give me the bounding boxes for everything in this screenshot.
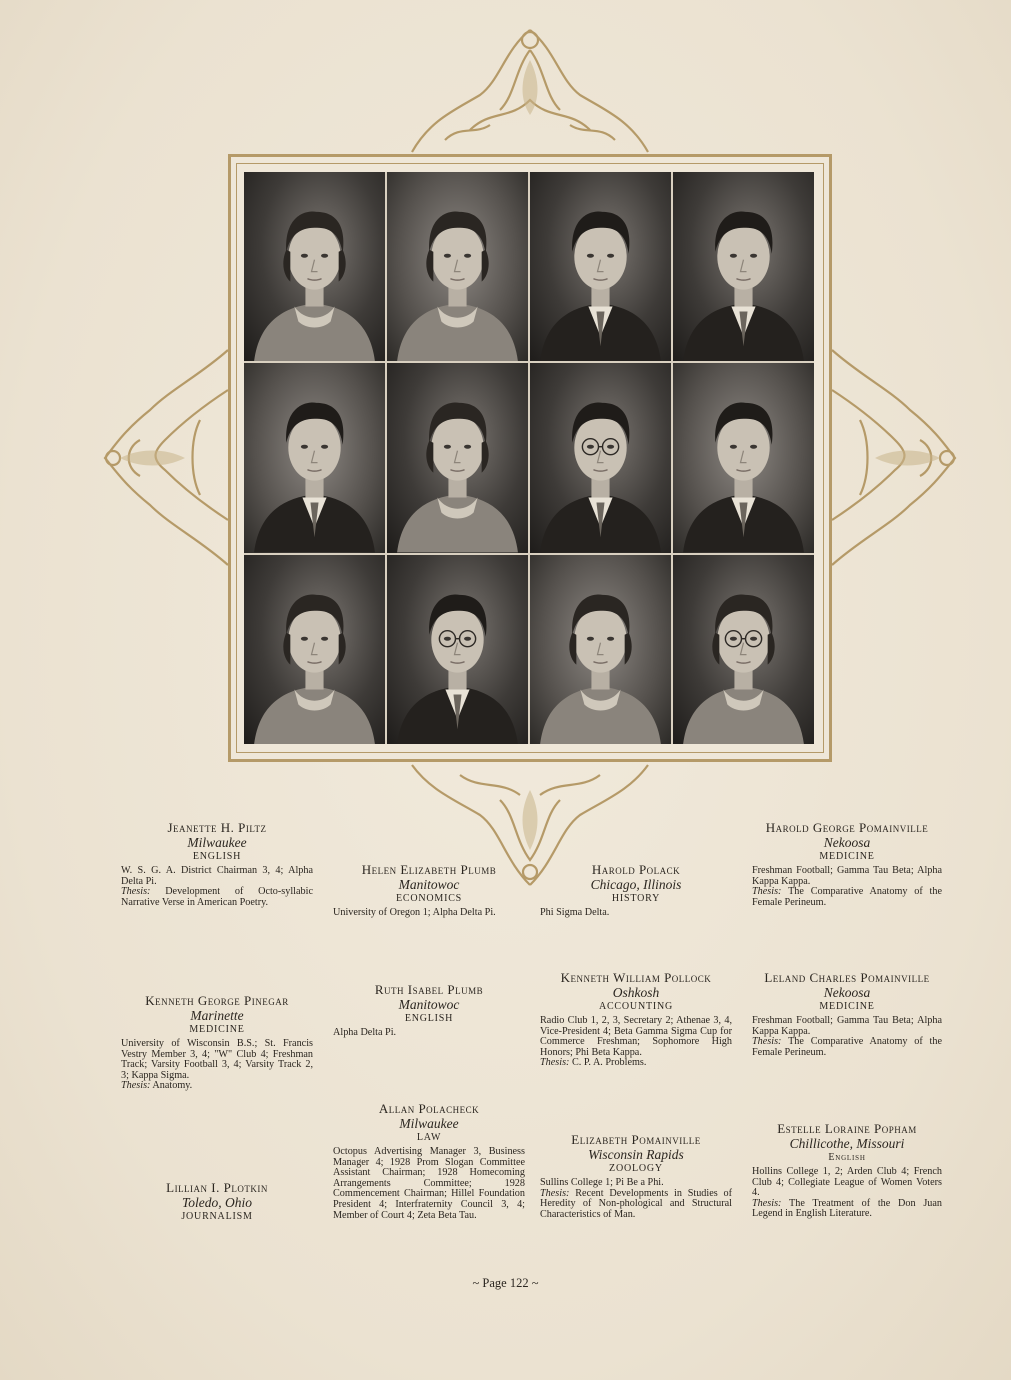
portrait-photo <box>530 555 671 744</box>
student-name: Kenneth William Pollock <box>560 970 712 985</box>
portrait-grid <box>244 172 814 744</box>
student-activities <box>752 1016 942 1058</box>
thesis-label: Thesis: <box>540 1187 570 1199</box>
activity-text: Freshman Football; Gamma Tau Beta; Alpha Kappa Kappa. <box>752 1015 942 1037</box>
portrait-photo <box>530 172 671 361</box>
student-department: MEDICINE <box>819 1001 875 1012</box>
thesis-title: Development of Octo-syllabic Narrative Verse in American Poetry. <box>121 886 313 908</box>
student-activities <box>752 1167 942 1220</box>
student-name: Elizabeth Pomainville <box>571 1132 701 1147</box>
student-department: LAW <box>416 1132 442 1143</box>
entry-harold-pomainville <box>752 820 942 908</box>
activity-text: Alpha Delta Pi. <box>333 1027 397 1038</box>
student-name: Jeanette H. Piltz <box>167 820 267 835</box>
student-name: Lillian I. Plotkin <box>166 1180 268 1195</box>
student-department: ACCOUNTING <box>598 1001 674 1012</box>
student-department: HISTORY <box>611 893 661 904</box>
thesis-label: Thesis: <box>540 1057 570 1069</box>
student-department: JOURNALISM <box>181 1211 253 1222</box>
student-name: Allan Polacheck <box>378 1101 480 1116</box>
student-department: English <box>828 1152 866 1163</box>
student-hometown: Oshkosh <box>612 985 660 1000</box>
entry-plotkin <box>121 1180 313 1224</box>
entry-pollock <box>540 970 732 1069</box>
activity-text: Hollins College 1, 2; Arden Club 4; French Club 4; Collegiate League of Women Voters 4. <box>752 1166 942 1199</box>
activity-text: Phi Sigma Delta. <box>540 907 610 918</box>
thesis-title: C. P. A. Problems. <box>571 1057 647 1069</box>
student-activities <box>540 1178 732 1220</box>
entry-polack <box>540 862 732 919</box>
student-hometown: Milwaukee <box>399 1116 459 1131</box>
thesis-label: Thesis: <box>752 1197 782 1209</box>
student-hometown: Chicago, Illinois <box>590 877 682 892</box>
student-hometown: Manitowoc <box>398 997 460 1012</box>
student-department: ZOOLOGY <box>609 1163 663 1174</box>
thesis-label: Thesis: <box>121 886 151 898</box>
student-name: Helen Elizabeth Plumb <box>361 862 497 877</box>
student-hometown: Marinette <box>190 1008 244 1023</box>
student-activities <box>333 1147 525 1221</box>
student-hometown: Wisconsin Rapids <box>588 1147 684 1162</box>
entry-helen-plumb <box>333 862 525 919</box>
entry-piltz <box>121 820 313 908</box>
entry-polacheck <box>333 1101 525 1221</box>
portrait-photo <box>530 363 671 552</box>
activity-text: Radio Club 1, 2, 3, Secretary 2; Athenae 3, 4, Vice-President 4; Beta Gamma Sigma Cup for Commerce Freshman; Sophomore High Honors; Phi Beta Kappa. <box>540 1015 732 1058</box>
student-activities <box>540 908 732 919</box>
student-hometown: Nekoosa <box>823 985 871 1000</box>
student-name: Harold Polack <box>591 862 681 877</box>
student-activities <box>752 866 942 908</box>
entry-leland-pomainville <box>752 970 942 1058</box>
entry-pinegar <box>121 993 313 1092</box>
entry-popham <box>752 1121 942 1220</box>
thesis-title: The Comparative Anatomy of the Female Perineum. <box>752 1036 942 1058</box>
student-name: Kenneth George Pinegar <box>145 993 289 1008</box>
thesis-title: The Treatment of the Don Juan Legend in English Literature. <box>752 1197 942 1220</box>
activity-text: W. S. G. A. District Chairman 3, 4; Alpha Delta Pi. <box>121 865 313 887</box>
page-number: ~ Page 122 ~ <box>472 1276 539 1290</box>
thesis-title: The Comparative Anatomy of the Female Perineum. <box>752 886 942 908</box>
student-hometown: Nekoosa <box>823 835 871 850</box>
student-activities <box>333 908 525 919</box>
student-hometown: Milwaukee <box>187 835 247 850</box>
activity-text: University of Wisconsin B.S.; St. Francis Vestry Member 3, 4; "W" Club 4; Freshman Track; Varsity Football 3, 4; Varsity Track 2, 3; Kappa Sigma. <box>121 1038 313 1081</box>
student-activities <box>540 1016 732 1069</box>
student-department: ENGLISH <box>404 1013 454 1024</box>
student-department: ENGLISH <box>192 851 242 862</box>
student-activities <box>333 1028 525 1039</box>
thesis-title: Recent Developments in Studies of Heredity of Non-phological and Structural Characteristics of Man. <box>540 1187 733 1220</box>
student-activities <box>121 866 313 908</box>
activity-text: Octopus Advertising Manager 3, Business Manager 4; 1928 Prom Slogan Committee Assistant Chairman; 1928 Homecoming Arrangements Committee; 1928 Commencement Chairman; Hillel Foundation President 4; Interfraternity Council 3, 4; Member of Court 4; Zeta Beta Tau. <box>333 1146 525 1221</box>
thesis-label: Thesis: <box>121 1080 151 1092</box>
student-name: Ruth Isabel Plumb <box>374 982 484 997</box>
student-activities <box>121 1039 313 1092</box>
portrait-photo <box>673 363 814 552</box>
thesis-label: Thesis: <box>752 1036 782 1048</box>
portrait-photo <box>673 555 814 744</box>
thesis-title: Anatomy. <box>152 1080 193 1092</box>
entry-ruth-plumb <box>333 982 525 1039</box>
student-name: Leland Charles Pomainville <box>764 970 930 985</box>
activity-text: University of Oregon 1; Alpha Delta Pi. <box>333 907 496 918</box>
portrait-photo <box>387 363 528 552</box>
portrait-photo <box>387 555 528 744</box>
entry-elizabeth-pomainville <box>540 1132 732 1220</box>
activity-text: Sullins College 1; Pi Be a Phi. <box>540 1177 664 1188</box>
portrait-photo <box>244 555 385 744</box>
student-department: ECONOMICS <box>395 893 463 904</box>
portrait-photo <box>387 172 528 361</box>
portrait-photo <box>244 172 385 361</box>
student-department: MEDICINE <box>819 851 875 862</box>
student-department: MEDICINE <box>189 1024 245 1035</box>
activity-text: Freshman Football; Gamma Tau Beta; Alpha Kappa Kappa. <box>752 865 942 887</box>
student-name: Harold George Pomainville <box>765 820 929 835</box>
student-hometown: Chillicothe, Missouri <box>789 1136 905 1151</box>
student-name: Estelle Loraine Popham <box>777 1121 917 1136</box>
portrait-photo <box>673 172 814 361</box>
student-hometown: Toledo, Ohio <box>181 1195 252 1210</box>
student-hometown: Manitowoc <box>398 877 460 892</box>
thesis-label: Thesis: <box>752 886 782 898</box>
portrait-photo <box>244 363 385 552</box>
